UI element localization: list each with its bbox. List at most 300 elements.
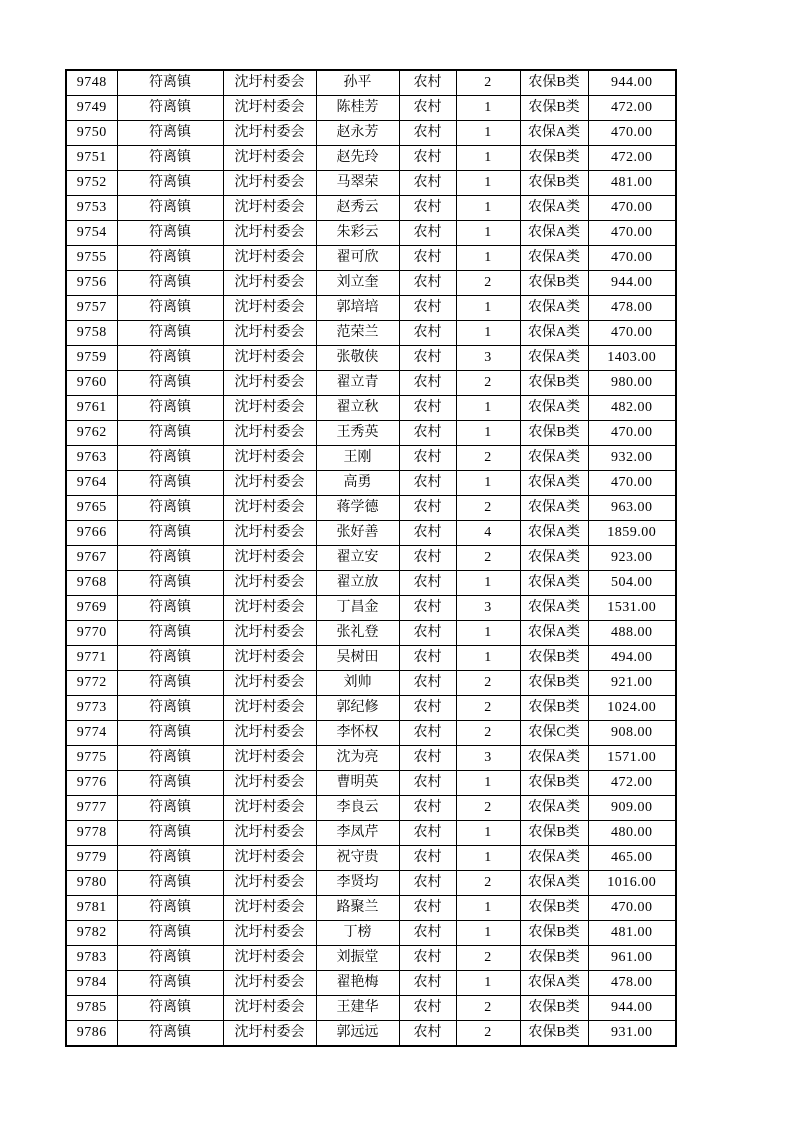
cell-residence-type: 农村 [399, 546, 456, 571]
cell-person-count: 2 [456, 671, 520, 696]
cell-town: 符离镇 [117, 221, 223, 246]
cell-town: 符离镇 [117, 321, 223, 346]
cell-amount: 909.00 [588, 796, 676, 821]
cell-person-name: 李怀权 [316, 721, 399, 746]
table-row [66, 721, 676, 746]
cell-insurance-category: 农保C类 [520, 721, 588, 746]
cell-person-name: 李凤芹 [316, 821, 399, 846]
cell-serial-number: 9783 [66, 946, 117, 971]
cell-town: 符离镇 [117, 871, 223, 896]
cell-town: 符离镇 [117, 821, 223, 846]
table-row [66, 446, 676, 471]
cell-residence-type: 农村 [399, 146, 456, 171]
cell-village-committee: 沈圩村委会 [223, 796, 316, 821]
cell-person-name: 张敬侠 [316, 346, 399, 371]
cell-town: 符离镇 [117, 771, 223, 796]
cell-person-count: 1 [456, 196, 520, 221]
cell-person-count: 1 [456, 921, 520, 946]
cell-person-name: 刘帅 [316, 671, 399, 696]
cell-amount: 470.00 [588, 121, 676, 146]
cell-insurance-category: 农保B类 [520, 946, 588, 971]
cell-person-count: 2 [456, 446, 520, 471]
cell-residence-type: 农村 [399, 996, 456, 1021]
cell-amount: 470.00 [588, 896, 676, 921]
cell-serial-number: 9772 [66, 671, 117, 696]
cell-village-committee: 沈圩村委会 [223, 721, 316, 746]
cell-village-committee: 沈圩村委会 [223, 271, 316, 296]
cell-person-name: 赵先玲 [316, 146, 399, 171]
cell-person-count: 1 [456, 171, 520, 196]
cell-insurance-category: 农保B类 [520, 821, 588, 846]
cell-person-name: 陈桂芳 [316, 96, 399, 121]
cell-person-count: 2 [456, 271, 520, 296]
cell-person-count: 1 [456, 246, 520, 271]
table-row [66, 896, 676, 921]
cell-village-committee: 沈圩村委会 [223, 171, 316, 196]
cell-insurance-category: 农保A类 [520, 571, 588, 596]
table-row [66, 796, 676, 821]
table-row [66, 196, 676, 221]
cell-residence-type: 农村 [399, 346, 456, 371]
cell-serial-number: 9761 [66, 396, 117, 421]
cell-village-committee: 沈圩村委会 [223, 246, 316, 271]
cell-residence-type: 农村 [399, 971, 456, 996]
cell-town: 符离镇 [117, 471, 223, 496]
cell-village-committee: 沈圩村委会 [223, 596, 316, 621]
cell-person-count: 2 [456, 1021, 520, 1047]
cell-village-committee: 沈圩村委会 [223, 471, 316, 496]
cell-residence-type: 农村 [399, 396, 456, 421]
cell-serial-number: 9779 [66, 846, 117, 871]
cell-amount: 932.00 [588, 446, 676, 471]
cell-amount: 961.00 [588, 946, 676, 971]
cell-village-committee: 沈圩村委会 [223, 746, 316, 771]
cell-serial-number: 9769 [66, 596, 117, 621]
cell-person-count: 1 [456, 96, 520, 121]
cell-person-name: 王秀英 [316, 421, 399, 446]
cell-residence-type: 农村 [399, 946, 456, 971]
cell-insurance-category: 农保A类 [520, 596, 588, 621]
table-row [66, 371, 676, 396]
cell-amount: 944.00 [588, 996, 676, 1021]
table-row [66, 546, 676, 571]
cell-insurance-category: 农保B类 [520, 921, 588, 946]
cell-insurance-category: 农保B类 [520, 896, 588, 921]
cell-town: 符离镇 [117, 671, 223, 696]
cell-town: 符离镇 [117, 421, 223, 446]
table-row [66, 346, 676, 371]
cell-town: 符离镇 [117, 896, 223, 921]
cell-serial-number: 9753 [66, 196, 117, 221]
cell-person-name: 翟艳梅 [316, 971, 399, 996]
cell-town: 符离镇 [117, 346, 223, 371]
table-row [66, 471, 676, 496]
cell-person-name: 翟可欣 [316, 246, 399, 271]
table-row [66, 396, 676, 421]
cell-serial-number: 9755 [66, 246, 117, 271]
cell-town: 符离镇 [117, 696, 223, 721]
cell-person-count: 2 [456, 796, 520, 821]
cell-serial-number: 9759 [66, 346, 117, 371]
table-row [66, 521, 676, 546]
cell-residence-type: 农村 [399, 496, 456, 521]
cell-village-committee: 沈圩村委会 [223, 421, 316, 446]
cell-residence-type: 农村 [399, 96, 456, 121]
cell-residence-type: 农村 [399, 846, 456, 871]
pension-roster-table [65, 69, 677, 1047]
cell-residence-type: 农村 [399, 646, 456, 671]
cell-serial-number: 9752 [66, 171, 117, 196]
cell-insurance-category: 农保B类 [520, 271, 588, 296]
cell-person-name: 赵秀云 [316, 196, 399, 221]
cell-serial-number: 9762 [66, 421, 117, 446]
cell-person-name: 曹明英 [316, 771, 399, 796]
cell-amount: 504.00 [588, 571, 676, 596]
cell-amount: 481.00 [588, 921, 676, 946]
cell-residence-type: 农村 [399, 171, 456, 196]
cell-insurance-category: 农保A类 [520, 346, 588, 371]
cell-person-count: 1 [456, 221, 520, 246]
cell-amount: 472.00 [588, 96, 676, 121]
cell-town: 符离镇 [117, 146, 223, 171]
cell-person-name: 朱彩云 [316, 221, 399, 246]
cell-village-committee: 沈圩村委会 [223, 121, 316, 146]
cell-village-committee: 沈圩村委会 [223, 621, 316, 646]
cell-person-name: 翟立青 [316, 371, 399, 396]
cell-serial-number: 9750 [66, 121, 117, 146]
cell-amount: 494.00 [588, 646, 676, 671]
cell-town: 符离镇 [117, 396, 223, 421]
cell-town: 符离镇 [117, 746, 223, 771]
cell-person-count: 1 [456, 646, 520, 671]
table-row [66, 146, 676, 171]
cell-serial-number: 9784 [66, 971, 117, 996]
cell-insurance-category: 农保B类 [520, 96, 588, 121]
cell-town: 符离镇 [117, 721, 223, 746]
cell-amount: 470.00 [588, 246, 676, 271]
cell-person-count: 2 [456, 496, 520, 521]
cell-village-committee: 沈圩村委会 [223, 546, 316, 571]
cell-person-name: 张好善 [316, 521, 399, 546]
cell-village-committee: 沈圩村委会 [223, 321, 316, 346]
cell-person-name: 翟立安 [316, 546, 399, 571]
cell-insurance-category: 农保B类 [520, 171, 588, 196]
cell-residence-type: 农村 [399, 271, 456, 296]
cell-serial-number: 9777 [66, 796, 117, 821]
table-row [66, 171, 676, 196]
cell-insurance-category: 农保A类 [520, 621, 588, 646]
cell-person-count: 4 [456, 521, 520, 546]
cell-town: 符离镇 [117, 521, 223, 546]
cell-amount: 1024.00 [588, 696, 676, 721]
cell-person-name: 祝守贵 [316, 846, 399, 871]
cell-town: 符离镇 [117, 296, 223, 321]
table-row [66, 221, 676, 246]
cell-person-name: 丁昌金 [316, 596, 399, 621]
cell-residence-type: 农村 [399, 696, 456, 721]
cell-person-name: 孙平 [316, 70, 399, 96]
cell-person-count: 1 [456, 296, 520, 321]
cell-serial-number: 9786 [66, 1021, 117, 1047]
cell-insurance-category: 农保A类 [520, 296, 588, 321]
cell-person-name: 李贤均 [316, 871, 399, 896]
cell-village-committee: 沈圩村委会 [223, 296, 316, 321]
cell-town: 符离镇 [117, 971, 223, 996]
cell-town: 符离镇 [117, 646, 223, 671]
cell-residence-type: 农村 [399, 771, 456, 796]
cell-residence-type: 农村 [399, 671, 456, 696]
cell-serial-number: 9757 [66, 296, 117, 321]
cell-insurance-category: 农保A类 [520, 396, 588, 421]
cell-insurance-category: 农保A类 [520, 196, 588, 221]
cell-person-name: 刘立奎 [316, 271, 399, 296]
cell-residence-type: 农村 [399, 521, 456, 546]
cell-person-name: 王建华 [316, 996, 399, 1021]
cell-serial-number: 9776 [66, 771, 117, 796]
cell-town: 符离镇 [117, 596, 223, 621]
cell-person-count: 1 [456, 621, 520, 646]
cell-insurance-category: 农保B类 [520, 696, 588, 721]
cell-serial-number: 9751 [66, 146, 117, 171]
cell-person-count: 1 [456, 571, 520, 596]
cell-insurance-category: 农保B类 [520, 671, 588, 696]
cell-village-committee: 沈圩村委会 [223, 996, 316, 1021]
cell-insurance-category: 农保B类 [520, 421, 588, 446]
cell-village-committee: 沈圩村委会 [223, 946, 316, 971]
cell-amount: 472.00 [588, 146, 676, 171]
cell-serial-number: 9754 [66, 221, 117, 246]
cell-amount: 480.00 [588, 821, 676, 846]
cell-serial-number: 9758 [66, 321, 117, 346]
table-row [66, 246, 676, 271]
cell-village-committee: 沈圩村委会 [223, 346, 316, 371]
cell-town: 符离镇 [117, 121, 223, 146]
cell-residence-type: 农村 [399, 371, 456, 396]
cell-village-committee: 沈圩村委会 [223, 96, 316, 121]
cell-person-count: 2 [456, 996, 520, 1021]
cell-amount: 478.00 [588, 296, 676, 321]
cell-town: 符离镇 [117, 846, 223, 871]
cell-serial-number: 9767 [66, 546, 117, 571]
cell-town: 符离镇 [117, 171, 223, 196]
cell-insurance-category: 农保A类 [520, 446, 588, 471]
cell-person-count: 2 [456, 696, 520, 721]
cell-person-name: 翟立放 [316, 571, 399, 596]
cell-serial-number: 9785 [66, 996, 117, 1021]
cell-town: 符离镇 [117, 371, 223, 396]
cell-residence-type: 农村 [399, 221, 456, 246]
cell-person-name: 郭培培 [316, 296, 399, 321]
cell-residence-type: 农村 [399, 471, 456, 496]
cell-person-count: 2 [456, 546, 520, 571]
cell-town: 符离镇 [117, 446, 223, 471]
cell-serial-number: 9773 [66, 696, 117, 721]
cell-person-name: 丁榜 [316, 921, 399, 946]
cell-town: 符离镇 [117, 621, 223, 646]
cell-insurance-category: 农保B类 [520, 771, 588, 796]
cell-insurance-category: 农保A类 [520, 221, 588, 246]
cell-amount: 1859.00 [588, 521, 676, 546]
cell-person-name: 李良云 [316, 796, 399, 821]
table-body [66, 70, 676, 1046]
cell-serial-number: 9756 [66, 271, 117, 296]
cell-town: 符离镇 [117, 70, 223, 96]
cell-village-committee: 沈圩村委会 [223, 221, 316, 246]
cell-person-name: 王刚 [316, 446, 399, 471]
cell-insurance-category: 农保B类 [520, 1021, 588, 1047]
table-row [66, 846, 676, 871]
cell-person-count: 3 [456, 596, 520, 621]
cell-amount: 908.00 [588, 721, 676, 746]
cell-amount: 963.00 [588, 496, 676, 521]
cell-amount: 465.00 [588, 846, 676, 871]
table-row [66, 296, 676, 321]
cell-residence-type: 农村 [399, 896, 456, 921]
cell-insurance-category: 农保B类 [520, 996, 588, 1021]
table-row [66, 771, 676, 796]
cell-amount: 478.00 [588, 971, 676, 996]
cell-serial-number: 9764 [66, 471, 117, 496]
cell-person-name: 张礼登 [316, 621, 399, 646]
cell-residence-type: 农村 [399, 621, 456, 646]
cell-residence-type: 农村 [399, 596, 456, 621]
cell-insurance-category: 农保A类 [520, 796, 588, 821]
cell-town: 符离镇 [117, 1021, 223, 1047]
cell-person-count: 2 [456, 371, 520, 396]
table-row [66, 696, 676, 721]
cell-residence-type: 农村 [399, 921, 456, 946]
table-row [66, 1021, 676, 1047]
cell-person-count: 2 [456, 70, 520, 96]
cell-village-committee: 沈圩村委会 [223, 971, 316, 996]
cell-person-count: 1 [456, 321, 520, 346]
cell-serial-number: 9778 [66, 821, 117, 846]
cell-town: 符离镇 [117, 246, 223, 271]
cell-town: 符离镇 [117, 921, 223, 946]
table-row [66, 496, 676, 521]
cell-town: 符离镇 [117, 96, 223, 121]
cell-serial-number: 9748 [66, 70, 117, 96]
table-row [66, 671, 676, 696]
cell-person-count: 2 [456, 946, 520, 971]
cell-town: 符离镇 [117, 271, 223, 296]
cell-insurance-category: 农保A类 [520, 846, 588, 871]
cell-insurance-category: 农保B类 [520, 70, 588, 96]
cell-village-committee: 沈圩村委会 [223, 146, 316, 171]
cell-village-committee: 沈圩村委会 [223, 571, 316, 596]
cell-person-count: 1 [456, 821, 520, 846]
cell-amount: 1016.00 [588, 871, 676, 896]
cell-amount: 470.00 [588, 221, 676, 246]
cell-amount: 980.00 [588, 371, 676, 396]
cell-serial-number: 9775 [66, 746, 117, 771]
table-row [66, 421, 676, 446]
cell-person-name: 路聚兰 [316, 896, 399, 921]
cell-amount: 472.00 [588, 771, 676, 796]
cell-residence-type: 农村 [399, 446, 456, 471]
cell-town: 符离镇 [117, 946, 223, 971]
cell-village-committee: 沈圩村委会 [223, 496, 316, 521]
cell-village-committee: 沈圩村委会 [223, 521, 316, 546]
cell-insurance-category: 农保A类 [520, 746, 588, 771]
table-row [66, 571, 676, 596]
cell-person-count: 3 [456, 746, 520, 771]
cell-person-name: 郭远远 [316, 1021, 399, 1047]
cell-person-count: 1 [456, 971, 520, 996]
cell-person-name: 刘振堂 [316, 946, 399, 971]
cell-person-count: 1 [456, 146, 520, 171]
table-row [66, 621, 676, 646]
cell-serial-number: 9766 [66, 521, 117, 546]
cell-amount: 470.00 [588, 196, 676, 221]
cell-serial-number: 9760 [66, 371, 117, 396]
cell-amount: 944.00 [588, 70, 676, 96]
cell-serial-number: 9780 [66, 871, 117, 896]
cell-insurance-category: 农保A类 [520, 546, 588, 571]
cell-person-count: 1 [456, 846, 520, 871]
cell-person-name: 范荣兰 [316, 321, 399, 346]
table-row [66, 121, 676, 146]
table-row [66, 96, 676, 121]
cell-village-committee: 沈圩村委会 [223, 871, 316, 896]
cell-person-name: 马翠荣 [316, 171, 399, 196]
cell-insurance-category: 农保A类 [520, 871, 588, 896]
cell-town: 符离镇 [117, 571, 223, 596]
cell-amount: 1531.00 [588, 596, 676, 621]
table-row [66, 946, 676, 971]
cell-person-name: 蒋学德 [316, 496, 399, 521]
cell-village-committee: 沈圩村委会 [223, 921, 316, 946]
cell-residence-type: 农村 [399, 796, 456, 821]
cell-village-committee: 沈圩村委会 [223, 70, 316, 96]
cell-amount: 1571.00 [588, 746, 676, 771]
cell-village-committee: 沈圩村委会 [223, 196, 316, 221]
cell-town: 符离镇 [117, 796, 223, 821]
cell-serial-number: 9781 [66, 896, 117, 921]
cell-village-committee: 沈圩村委会 [223, 646, 316, 671]
cell-residence-type: 农村 [399, 196, 456, 221]
cell-village-committee: 沈圩村委会 [223, 396, 316, 421]
cell-serial-number: 9774 [66, 721, 117, 746]
cell-village-committee: 沈圩村委会 [223, 446, 316, 471]
table-row [66, 746, 676, 771]
cell-amount: 931.00 [588, 1021, 676, 1047]
cell-residence-type: 农村 [399, 746, 456, 771]
cell-insurance-category: 农保A类 [520, 121, 588, 146]
table-row [66, 971, 676, 996]
cell-insurance-category: 农保A类 [520, 521, 588, 546]
cell-person-name: 高勇 [316, 471, 399, 496]
cell-residence-type: 农村 [399, 296, 456, 321]
cell-amount: 470.00 [588, 421, 676, 446]
cell-serial-number: 9763 [66, 446, 117, 471]
cell-person-count: 2 [456, 721, 520, 746]
cell-serial-number: 9749 [66, 96, 117, 121]
cell-person-count: 2 [456, 871, 520, 896]
cell-town: 符离镇 [117, 496, 223, 521]
cell-serial-number: 9771 [66, 646, 117, 671]
cell-person-count: 1 [456, 396, 520, 421]
cell-person-name: 沈为亮 [316, 746, 399, 771]
cell-insurance-category: 农保B类 [520, 371, 588, 396]
cell-amount: 470.00 [588, 321, 676, 346]
cell-town: 符离镇 [117, 546, 223, 571]
cell-person-count: 1 [456, 121, 520, 146]
cell-town: 符离镇 [117, 996, 223, 1021]
cell-insurance-category: 农保A类 [520, 496, 588, 521]
cell-village-committee: 沈圩村委会 [223, 371, 316, 396]
table-row [66, 271, 676, 296]
